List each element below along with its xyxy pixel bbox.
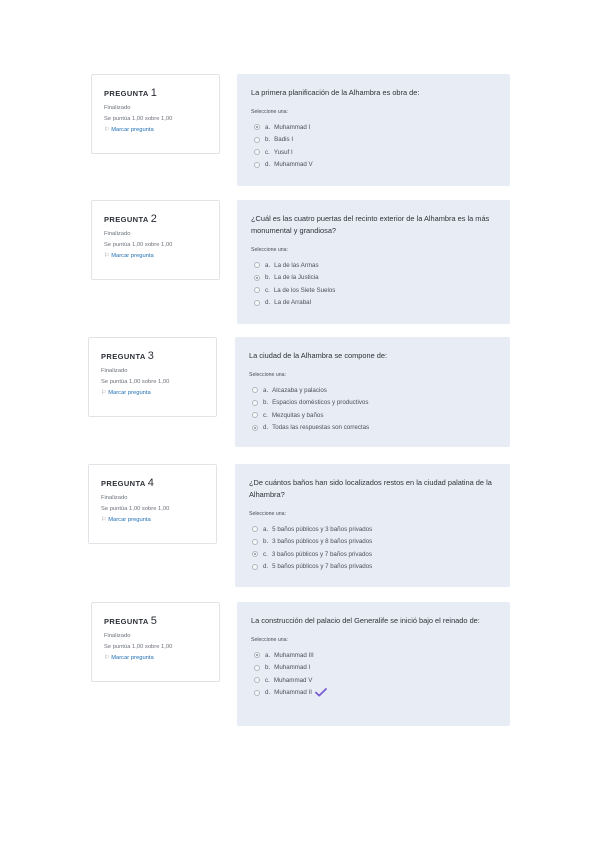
select-prompt: Seleccione una: [249, 511, 286, 517]
answer-option[interactable] [251, 134, 496, 147]
question-grade: Se puntúa 1,00 sobre 1,00 [104, 116, 173, 122]
answer-letter: c. [265, 286, 270, 294]
answer-text: La de los Siete Suelos [273, 286, 336, 294]
answer-text: La de la Justicia [274, 274, 319, 282]
question-title [104, 615, 207, 627]
question-state: Finalizado [101, 495, 128, 501]
answer-text: Alcazaba y palacios [272, 386, 327, 394]
radio-button[interactable] [252, 425, 258, 431]
flag-label: Marcar pregunta [111, 127, 154, 133]
answer-option[interactable] [251, 272, 496, 285]
radio-button[interactable] [254, 300, 260, 306]
answer-option[interactable] [251, 662, 496, 675]
radio-button[interactable] [254, 124, 260, 130]
answer-option[interactable] [249, 536, 496, 549]
radio-button[interactable] [254, 677, 260, 683]
answer-letter: d. [263, 563, 269, 571]
answer-letter: b. [265, 274, 271, 282]
answer-letter: b. [265, 664, 271, 672]
answer-option[interactable] [251, 687, 496, 700]
radio-button[interactable] [252, 400, 258, 406]
answer-option[interactable] [249, 548, 496, 561]
answer-letter: a. [265, 651, 271, 659]
answer-letter: b. [265, 136, 271, 144]
select-prompt: Seleccione una: [251, 109, 288, 115]
question-title [101, 350, 204, 362]
answer-letter: a. [263, 525, 269, 533]
answer-letter: c. [263, 411, 268, 419]
answer-option[interactable] [249, 397, 496, 410]
radio-button[interactable] [254, 652, 260, 658]
answer-letter: b. [263, 399, 269, 407]
radio-button[interactable] [254, 149, 260, 155]
answer-option[interactable] [251, 121, 496, 134]
radio-button[interactable] [252, 526, 258, 532]
question-text: La ciudad de la Alhambra se compone de: [249, 351, 388, 360]
select-prompt: Seleccione una: [251, 247, 288, 253]
radio-button[interactable] [254, 665, 260, 671]
answer-text: Muhammad III [274, 651, 314, 659]
flag-label: Marcar pregunta [108, 517, 151, 523]
answer-letter: d. [265, 689, 271, 697]
question-label: PREGUNTA [101, 479, 146, 488]
question-content-5 [237, 602, 510, 726]
answer-letter: d. [263, 424, 269, 432]
answer-text: Muhammad I [274, 123, 311, 131]
question-text: La primera planificación de la Alhambra es obra de: [251, 88, 420, 97]
question-number: 3 [147, 350, 155, 362]
answer-text: Mezquitas y baños [271, 411, 324, 419]
radio-button[interactable] [252, 412, 258, 418]
answer-text: Muhammad V [273, 676, 313, 684]
answer-text: Yusuf I [273, 148, 293, 156]
flag-question-link[interactable] [104, 253, 207, 259]
question-content-2 [237, 200, 510, 324]
question-content-3 [235, 337, 510, 447]
question-info-3 [88, 337, 217, 417]
question-label: PREGUNTA [104, 89, 149, 98]
question-title [104, 87, 207, 99]
answer-option[interactable] [251, 159, 496, 172]
flag-icon: ⚐ [104, 655, 110, 661]
question-number: 1 [150, 87, 158, 99]
answer-option[interactable] [249, 409, 496, 422]
question-text: ¿De cuántos baños han sido localizados restos en la ciudad palatina de la Alhambra? [249, 478, 492, 499]
radio-button[interactable] [254, 137, 260, 143]
question-info-4 [88, 464, 217, 544]
answer-option[interactable] [251, 284, 496, 297]
question-number: 4 [147, 477, 155, 489]
check-icon [315, 688, 327, 697]
question-state: Finalizado [104, 105, 131, 111]
answer-text: 3 baños públicos y 8 baños privados [272, 538, 373, 546]
flag-question-link[interactable] [104, 127, 207, 133]
question-grade: Se puntúa 1,00 sobre 1,00 [104, 644, 173, 650]
question-state: Finalizado [104, 231, 131, 237]
answer-option[interactable] [251, 649, 496, 662]
question-grade: Se puntúa 1,00 sobre 1,00 [101, 379, 170, 385]
answer-letter: c. [263, 550, 268, 558]
question-text: ¿Cuál es las cuatro puertas del recinto exterior de la Alhambra es la más monumental y grandiosa? [251, 214, 490, 235]
radio-button[interactable] [254, 275, 260, 281]
radio-button[interactable] [252, 564, 258, 570]
question-state: Finalizado [104, 633, 131, 639]
flag-question-link[interactable] [104, 655, 207, 661]
answer-option[interactable] [249, 384, 496, 397]
question-text: La construcción del palacio del Generalife se inició bajo el reinado de: [251, 616, 480, 625]
question-content-4 [235, 464, 510, 587]
answer-option[interactable] [249, 523, 496, 536]
answer-option[interactable] [251, 674, 496, 687]
answer-letter: a. [265, 261, 271, 269]
flag-icon: ⚐ [104, 127, 110, 133]
answer-option[interactable] [251, 146, 496, 159]
question-state: Finalizado [101, 368, 128, 374]
answer-text: Muhammad V [274, 161, 313, 169]
flag-icon: ⚐ [101, 390, 107, 396]
answer-text: La de Arrabal [274, 299, 311, 307]
answer-text: 5 baños públicos y 3 baños privados [272, 525, 373, 533]
flag-label: Marcar pregunta [111, 655, 154, 661]
radio-button[interactable] [252, 387, 258, 393]
answer-text: Muhammad II [274, 689, 312, 697]
radio-button[interactable] [254, 690, 260, 696]
select-prompt: Seleccione una: [251, 637, 288, 643]
answer-text: La de las Armas [274, 261, 319, 269]
answer-text: Todas las respuestas son correctas [272, 424, 370, 432]
answer-option[interactable] [251, 259, 496, 272]
question-number: 2 [150, 213, 158, 225]
question-info-5 [91, 602, 220, 682]
question-title [104, 213, 207, 225]
answer-letter: c. [265, 676, 270, 684]
question-content-1 [237, 74, 510, 186]
answer-letter: c. [265, 148, 270, 156]
flag-icon: ⚐ [104, 253, 110, 259]
flag-label: Marcar pregunta [108, 390, 151, 396]
flag-question-link[interactable] [101, 390, 204, 396]
answer-letter: a. [263, 386, 269, 394]
flag-icon: ⚐ [101, 517, 107, 523]
question-number: 5 [150, 615, 158, 627]
question-grade: Se puntúa 1,00 sobre 1,00 [101, 506, 170, 512]
answer-option[interactable] [249, 422, 496, 435]
radio-button[interactable] [254, 262, 260, 268]
question-label: PREGUNTA [104, 617, 149, 626]
question-grade: Se puntúa 1,00 sobre 1,00 [104, 242, 173, 248]
select-prompt: Seleccione una: [249, 372, 286, 378]
answer-text: 5 baños públicos y 7 baños privados [272, 563, 373, 571]
flag-label: Marcar pregunta [111, 253, 154, 259]
question-title [101, 477, 204, 489]
question-info-2 [91, 200, 220, 280]
radio-button[interactable] [254, 287, 260, 293]
answer-letter: b. [263, 538, 269, 546]
radio-button[interactable] [252, 551, 258, 557]
answer-text: Espacios domésticos y productivos [272, 399, 369, 407]
answer-letter: d. [265, 161, 271, 169]
answer-text: Badis I [274, 136, 294, 144]
radio-button[interactable] [254, 162, 260, 168]
flag-question-link[interactable] [101, 517, 204, 523]
radio-button[interactable] [252, 539, 258, 545]
answer-option[interactable] [251, 297, 496, 310]
answer-letter: a. [265, 123, 271, 131]
answer-option[interactable] [249, 561, 496, 574]
answer-text: 3 baños públicos y 7 baños privados [271, 550, 372, 558]
answer-letter: d. [265, 299, 271, 307]
question-info-1 [91, 74, 220, 154]
question-label: PREGUNTA [101, 352, 146, 361]
answer-text: Muhammad I [274, 664, 311, 672]
question-label: PREGUNTA [104, 215, 149, 224]
